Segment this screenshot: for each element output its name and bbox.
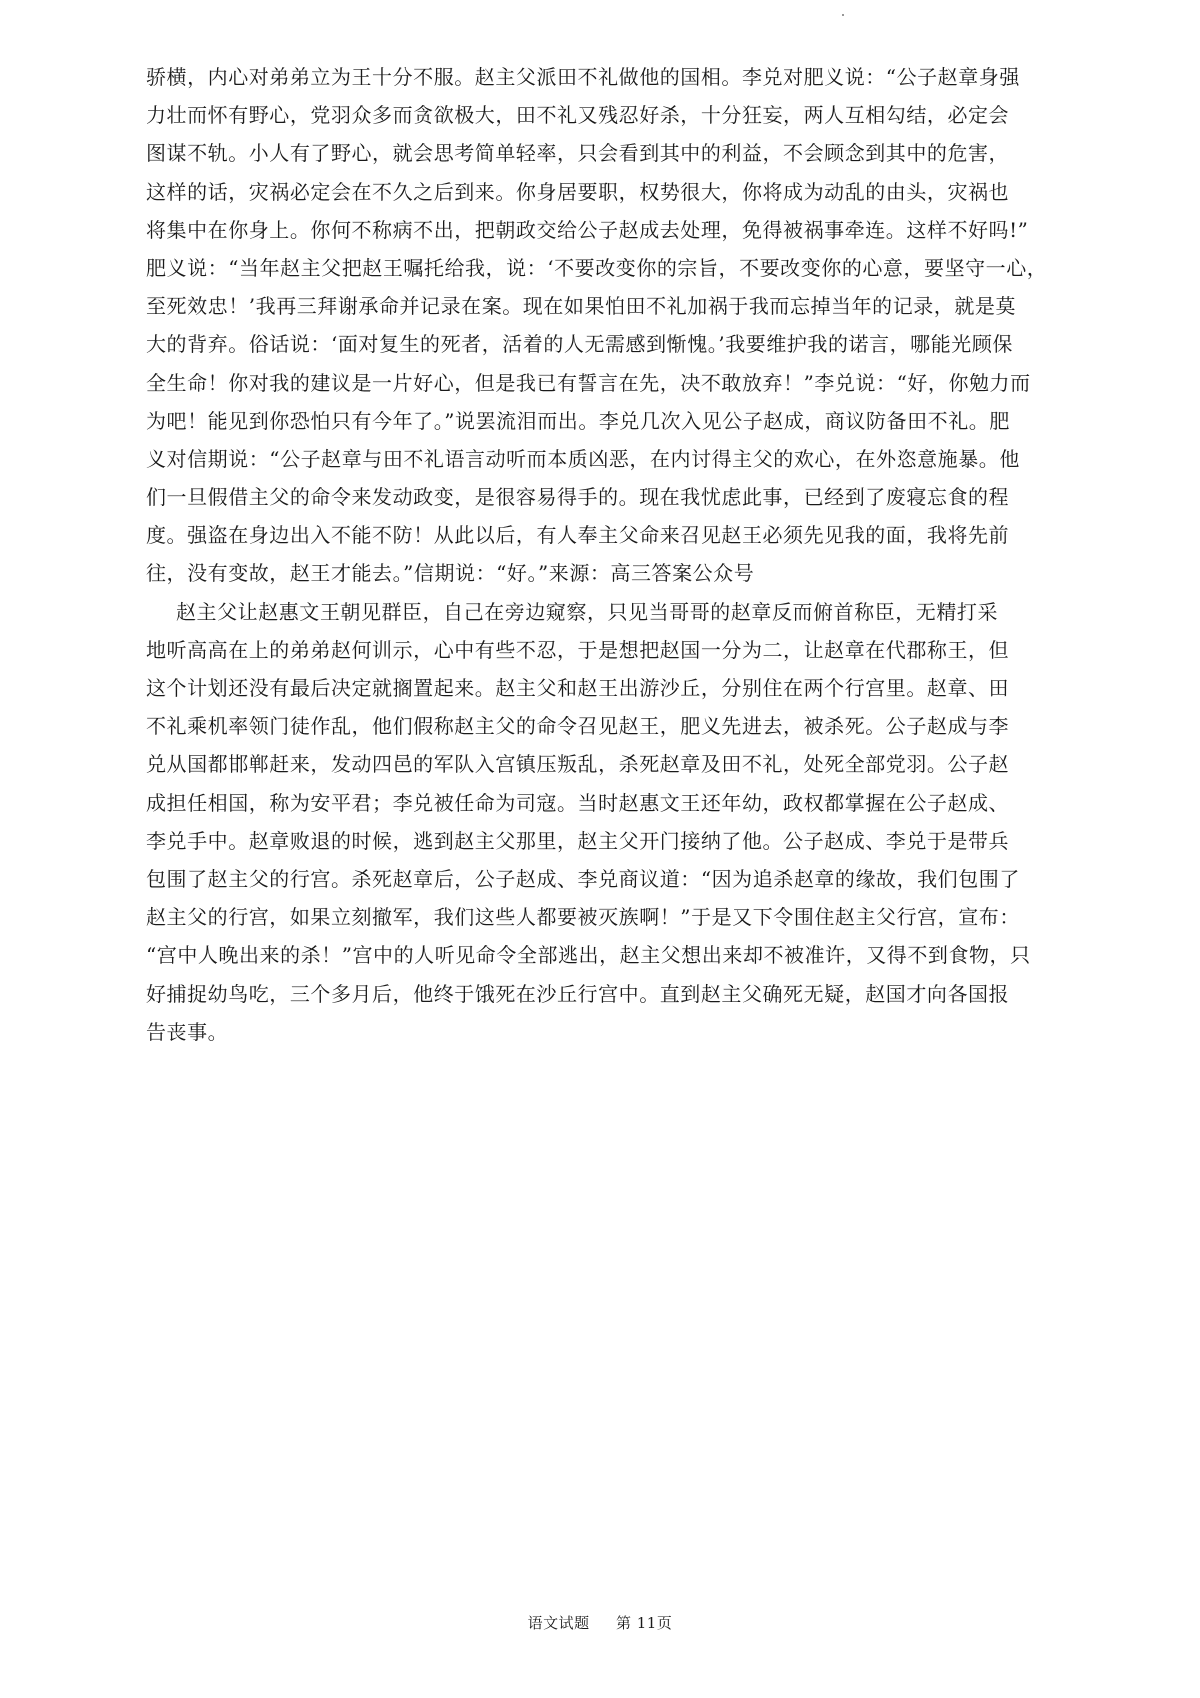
text-line: 兑从国都邯郸赶来，发动四邑的军队入宫镇压叛乱，杀死赵章及田不礼，处死全部党羽。公子赵	[146, 752, 1010, 777]
text-line: 包围了赵主父的行宫。杀死赵章后，公子赵成、李兑商议道：“因为追杀赵章的缘故，我们包围了	[146, 866, 1020, 891]
paragraph-2	[146, 593, 1081, 1051]
text-line: 义对信期说：“公子赵章与田不礼语言动听而本质凶恶，在内讨得主父的欢心，在外恣意施暴。他	[146, 446, 1020, 471]
text-line: 骄横，内心对弟弟立为王十分不服。赵主父派田不礼做他的国相。李兑对肥义说：“公子赵章身强	[146, 65, 1020, 89]
text-line: 地听高高在上的弟弟赵何训示，心中有些不忍，于是想把赵国一分为二，让赵章在代郡称王，但	[146, 637, 1010, 662]
text-line: 赵主父的行宫，如果立刻撤军，我们这些人都要被灭族啊！”于是又下令围住赵主父行宫，宣布：	[146, 905, 1020, 930]
text-line: 肥义说：“当年赵主父把赵王嘱托给我，说：‘不要改变你的宗旨，不要改变你的心意，要坚守一心，	[146, 255, 1048, 280]
text-line: 全生命！你对我的建议是一片好心，但是我已有誓言在先，决不敢放弃！”李兑说：“好，你勉力而	[146, 370, 1031, 395]
page-number: 第 11页	[616, 1614, 673, 1632]
page-footer	[0, 1612, 1200, 1633]
scan-artifact	[842, 14, 844, 16]
text-line: 往，没有变故，赵王才能去。”信期说：“好。”来源：高三答案公众号	[146, 561, 755, 586]
text-line: 赵主父让赵惠文王朝见群臣，自己在旁边窥察，只见当哥哥的赵章反而俯首称臣，无精打采	[176, 599, 998, 624]
text-line: 成担任相国，称为安平君；李兑被任命为司寇。当时赵惠文王还年幼，政权都掌握在公子赵成、	[146, 790, 1010, 815]
text-line: 们一旦假借主父的命令来发动政变，是很容易得手的。现在我忧虑此事，已经到了废寝忘食的程	[146, 485, 1010, 510]
text-line: 这个计划还没有最后决定就搁置起来。赵主父和赵王出游沙丘，分别住在两个行宫里。赵章、田	[146, 676, 1010, 700]
text-line: 度。强盗在身边出入不能不防！从此以后，有人奉主父命来召见赵王必须先见我的面，我将先前	[146, 523, 1010, 548]
text-line: 将集中在你身上。你何不称病不出，把朝政交给公子赵成去处理，免得被祸事牵连。这样不好吗!”	[146, 217, 1029, 242]
text-line: 好捕捉幼鸟吃，三个多月后，他终于饿死在沙丘行宫中。直到赵主父确死无疑，赵国才向各国报	[146, 981, 1010, 1006]
paragraph-1	[146, 58, 1081, 593]
text-line: 为吧！能见到你恐怕只有今年了。”说罢流泪而出。李兑几次入见公子赵成，商议防备田不礼。肥	[146, 408, 1010, 433]
footer-label: 语文试题	[527, 1614, 590, 1632]
text-line: 告丧事。	[146, 1019, 229, 1044]
text-line: 大的背弃。俗话说：‘面对复生的死者，活着的人无需感到惭愧。’我要维护我的诺言，哪能光顾保	[146, 332, 1013, 357]
text-line: 至死效忠！’我再三拜谢承命并记录在案。现在如果怕田不礼加祸于我而忘掉当年的记录，就是莫	[146, 294, 1017, 319]
text-line: 这样的话，灾祸必定会在不久之后到来。你身居要职，权势很大，你将成为动乱的由头，灾祸也	[146, 179, 1010, 204]
text-line: 力壮而怀有野心，党羽众多而贪欲极大，田不礼又残忍好杀，十分狂妄，两人互相勾结，必定会	[146, 103, 1010, 128]
body-text	[146, 58, 1081, 1051]
text-line: 李兑手中。赵章败退的时候，逃到赵主父那里，赵主父开门接纳了他。公子赵成、李兑于是带兵	[146, 828, 1010, 853]
text-line: “宫中人晚出来的杀！”宫中的人听见命令全部逃出，赵主父想出来却不被准许，又得不到食物，只	[146, 943, 1031, 968]
text-line: 不礼乘机率领门徒作乱，他们假称赵主父的命令召见赵王，肥义先进去，被杀死。公子赵成与李	[146, 714, 1010, 739]
text-line: 图谋不轨。小人有了野心，就会思考简单轻率，只会看到其中的利益，不会顾念到其中的危害，	[146, 141, 1010, 166]
